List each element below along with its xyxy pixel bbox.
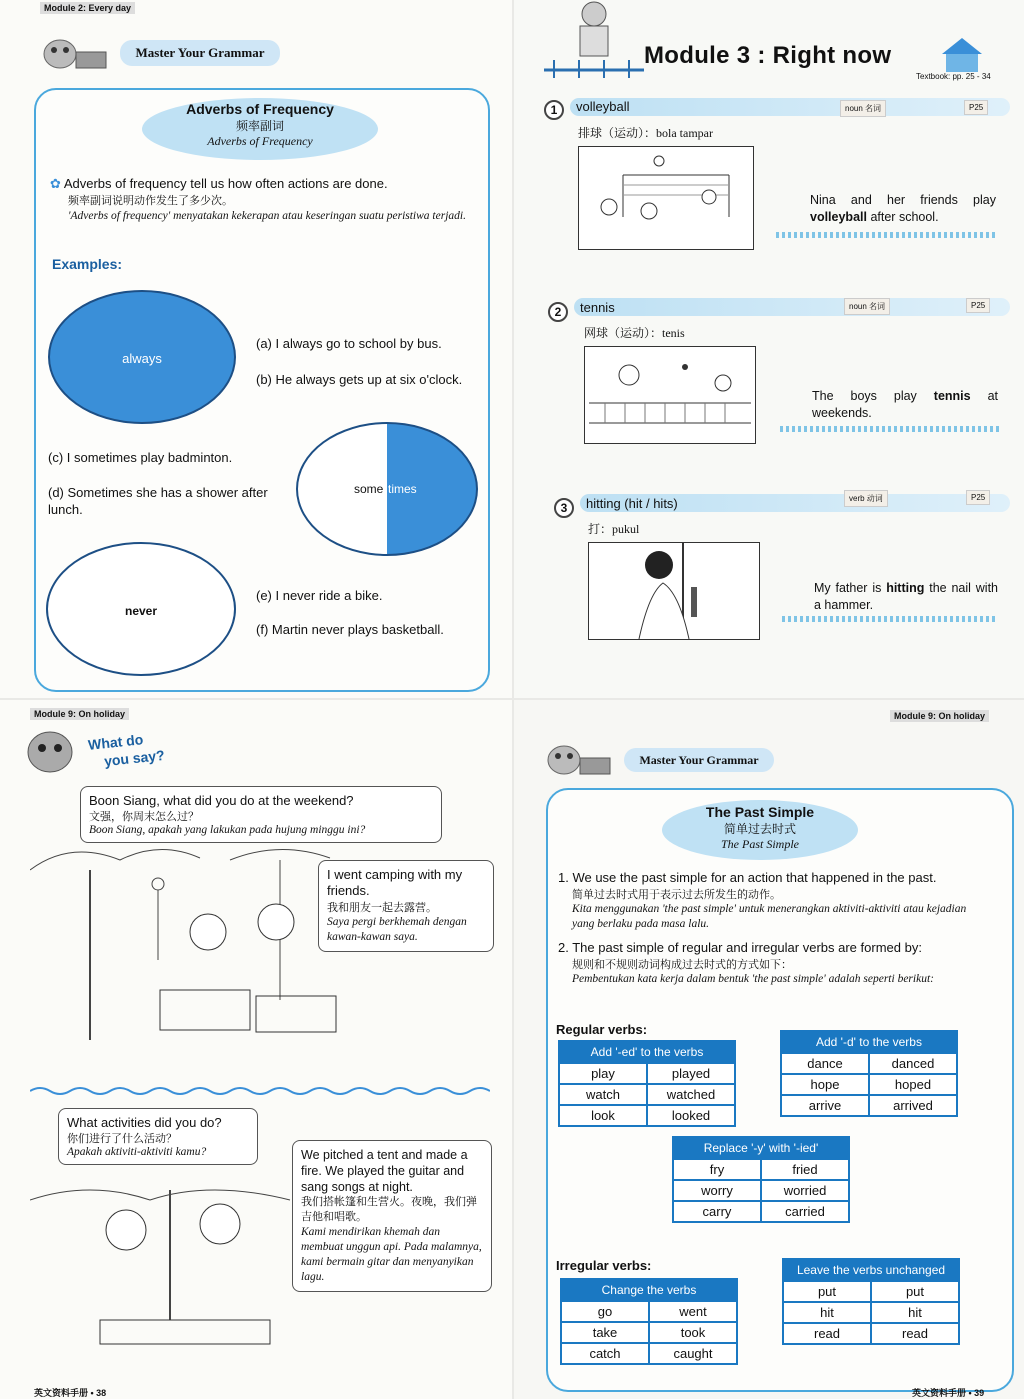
mascot-icon: [22, 726, 82, 781]
table-row: read read: [783, 1323, 959, 1344]
entry-number-1: 1: [544, 100, 564, 120]
table-row: hit hit: [783, 1302, 959, 1323]
table-row: arrive arrived: [781, 1095, 957, 1116]
entry-gloss-3: 打：pukul: [588, 522, 640, 536]
table-add-ed: [558, 1040, 736, 1127]
a2-zh: 我们搭帐篷和生营火。夜晚，我们弹吉他和唱歌。: [301, 1196, 477, 1223]
entry-page-2: P25: [966, 298, 990, 313]
a2-ms: Kami mendirikan khemah dan membuat unggun api. Pada malamnya, kami bermain gitar dan menyanyikan lagu.: [301, 1226, 482, 1283]
example-f: (f) Martin never plays basketball.: [256, 622, 444, 637]
intro-en: Adverbs of frequency tell us how often actions are done.: [63, 176, 388, 191]
entry-number-3: 3: [554, 498, 574, 518]
entry-gloss-2: 网球（运动）：tenis: [584, 326, 685, 340]
hammer-illustration: [588, 542, 760, 640]
camping-scene-2: [30, 1180, 300, 1380]
table-row: look looked: [559, 1105, 735, 1126]
never-circle: never: [46, 542, 236, 676]
speech-bubble-answer-2: [292, 1140, 492, 1292]
q1-ms: Boon Siang, apakah yang lakukan pada hujung minggu ini?: [89, 824, 366, 836]
example-a: (a) I always go to school by bus.: [256, 336, 442, 351]
grammar-banner: Master Your Grammar: [624, 748, 774, 772]
page-adverbs-of-frequency: [0, 0, 512, 698]
example-e: (e) I never ride a bike.: [256, 588, 383, 603]
entry-gloss-1: 排球（运动）：bola tampar: [578, 126, 713, 140]
module-header: Module 9: On holiday: [890, 710, 989, 722]
module-header: Module 9: On holiday: [30, 708, 129, 720]
q2-zh: 你们进行了什么活动？: [67, 1133, 177, 1145]
table-head: Change the verbs: [561, 1279, 737, 1301]
page-what-do-you-say: [0, 700, 512, 1399]
textbook-ref: Textbook: pp. 25 - 34: [916, 72, 991, 81]
table-row: go went: [561, 1301, 737, 1322]
wave-divider: [30, 1084, 490, 1096]
grass-divider-2: [780, 426, 1000, 432]
title-en: Adverbs of Frequency: [186, 101, 334, 117]
entry-page-1: P25: [964, 100, 988, 115]
tennis-illustration: [584, 346, 756, 444]
table-row: hope hoped: [781, 1074, 957, 1095]
table-replace-y: [672, 1136, 850, 1223]
a1-zh: 我和朋友一起去露营。: [327, 902, 437, 914]
entry-word-2: tennis: [580, 300, 615, 315]
example-d: (d) Sometimes she has a shower after lunch.: [48, 485, 268, 517]
table-change-verbs: [560, 1278, 738, 1365]
q2-ms: Apakah aktiviti-aktiviti kamu?: [67, 1146, 207, 1158]
regular-verbs-label: Regular verbs:: [556, 1022, 648, 1037]
entry-page-3: P25: [966, 490, 990, 505]
banner-line2: you say?: [103, 746, 166, 770]
intro-block: [50, 176, 482, 224]
entry-pos-3: verb 动词: [844, 490, 888, 507]
entry-word-3: hitting (hit / hits): [586, 496, 678, 511]
page-footer: 英文资料手册 • 38: [34, 1388, 107, 1398]
irregular-verbs-label: Irregular verbs:: [556, 1258, 652, 1273]
sometimes-circle: [296, 422, 478, 556]
mascot-icon: [544, 738, 614, 783]
mascot-icon: [40, 32, 110, 77]
point2-zh: 规则和不规则动词构成过去时式的方式如下：: [572, 959, 792, 971]
point1-ms: Kita menggunakan 'the past simple' untuk menerangkan aktiviti-aktiviti atau kejadian yang berlaku pada masa lalu.: [572, 903, 967, 930]
entry-pos-2: noun 名词: [844, 298, 890, 315]
entry-word-1: volleyball: [576, 99, 630, 114]
entry-number-2: 2: [548, 302, 568, 322]
example-c: (c) I sometimes play badminton.: [48, 450, 233, 465]
entry-bar-1: [570, 98, 1010, 116]
grass-divider-1: [776, 232, 998, 238]
table-head: Add '-ed' to the verbs: [559, 1041, 735, 1063]
point2-en: 2. The past simple of regular and irregular verbs are formed by:: [558, 940, 922, 955]
entry-pos-1: noun 名词: [840, 100, 886, 117]
table-row: put put: [783, 1281, 959, 1302]
table-row: dance danced: [781, 1053, 957, 1074]
example-b: (b) He always gets up at six o'clock.: [256, 372, 463, 387]
title-zh: 简单过去时式: [723, 822, 796, 836]
volleyball-illustration: [578, 146, 754, 250]
table-row: watch watched: [559, 1084, 735, 1105]
speech-bubble-question-2: [58, 1108, 258, 1165]
q1-zh: 文强，你周末怎么过？: [89, 811, 199, 823]
table-row: fry fried: [673, 1159, 849, 1180]
banner-line1: What do: [87, 731, 144, 753]
point2-ms: Pembentukan kata kerja dalam bentuk 'the past simple' adalah seperti berikut:: [572, 973, 934, 985]
examples-label: Examples:: [52, 256, 123, 272]
module-header: Module 2: Every day: [40, 2, 135, 14]
title-ms: Adverbs of Frequency: [207, 134, 313, 148]
intro-zh: 频率副词说明动作发生了多少次。: [68, 195, 233, 207]
sometimes-label-right: times: [388, 482, 417, 496]
always-circle: always: [48, 290, 236, 424]
speech-bubble-answer-1: [318, 860, 494, 952]
title-box: [662, 800, 858, 860]
page-past-simple: [514, 700, 1024, 1399]
page-footer: 英文资料手册 • 39: [912, 1388, 985, 1398]
scarecrow-icon: [534, 0, 644, 80]
table-row: catch caught: [561, 1343, 737, 1364]
a1-en: I went camping with my friends.: [327, 867, 463, 898]
entry-sentence-3: My father is hitting the nail with a hammer.: [814, 581, 998, 612]
title-en: The Past Simple: [705, 804, 815, 820]
point1-en: 1. We use the past simple for an action that happened in the past.: [558, 870, 937, 885]
point1-zh: 简单过去时式用于表示过去所发生的动作。: [572, 889, 781, 901]
a2-en: We pitched a tent and made a fire. We played the guitar and sang songs at night.: [301, 1148, 468, 1194]
grass-divider-3: [782, 616, 998, 622]
page-vocabulary: [514, 0, 1024, 698]
speech-bubble-question-1: [80, 786, 442, 843]
q2-en: What activities did you do?: [67, 1115, 222, 1130]
table-row: take took: [561, 1322, 737, 1343]
title-box: [142, 98, 378, 160]
table-unchanged: [782, 1258, 960, 1345]
table-row: carry carried: [673, 1201, 849, 1222]
entry-sentence-1: Nina and her friends play volleyball after school.: [810, 193, 996, 224]
title-ms: The Past Simple: [721, 837, 799, 851]
module-title: Module 3 : Right now: [644, 42, 892, 69]
entry-bar-2: [574, 298, 1010, 316]
table-head: Leave the verbs unchanged: [783, 1259, 959, 1281]
table-add-d: [780, 1030, 958, 1117]
sometimes-label-left: some: [354, 482, 384, 496]
a1-ms: Saya pergi berkhemah dengan kawan-kawan saya.: [327, 916, 467, 943]
q1-en: Boon Siang, what did you do at the weekend?: [89, 793, 354, 808]
point-2: [558, 940, 972, 987]
title-zh: 频率副词: [235, 119, 284, 133]
flower-icon: ✿: [50, 176, 61, 191]
table-row: worry worried: [673, 1180, 849, 1201]
table-row: play played: [559, 1063, 735, 1084]
grammar-banner: Master Your Grammar: [120, 40, 280, 66]
table-head: Replace '-y' with '-ied': [673, 1137, 849, 1159]
entry-sentence-2: The boys play tennis at weekends.: [812, 389, 998, 420]
table-head: Add '-d' to the verbs: [781, 1031, 957, 1053]
point-1: [558, 870, 972, 932]
intro-ms: 'Adverbs of frequency' menyatakan kekerapan atau keseringan suatu peristiwa terjadi.: [68, 210, 466, 222]
